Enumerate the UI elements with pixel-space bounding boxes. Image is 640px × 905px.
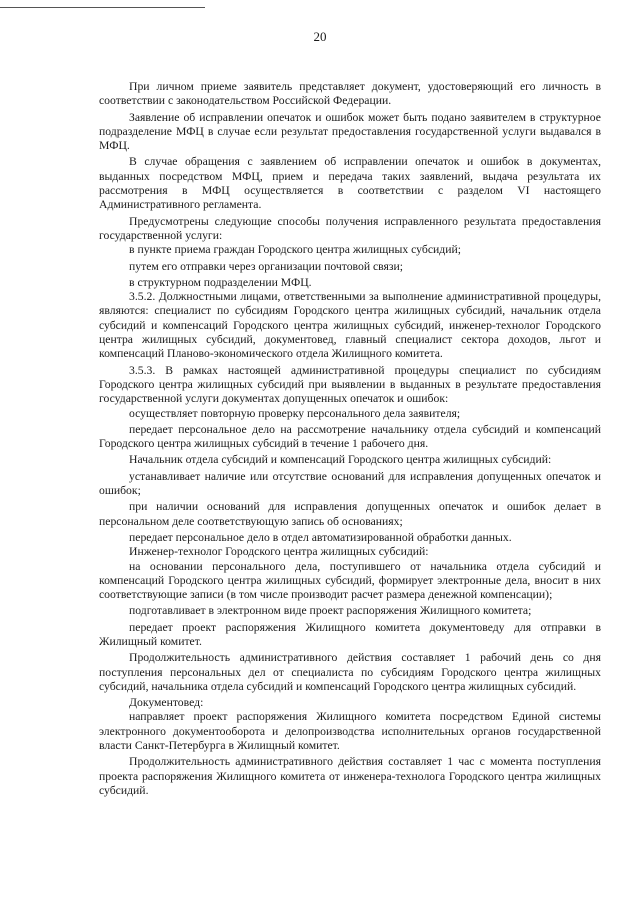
- body-paragraph: Документовед:: [129, 696, 204, 710]
- body-paragraph: на основании персонального дела, поступившего от начальника отдела субсидий и компенсаций Городского центра жилищных субсидий, формирует электронные дела, вносит в них соответствующие записи (в том числе производит расчет размера денежной компенсации);: [99, 559, 601, 602]
- body-paragraph: 3.5.2. Должностными лицами, ответственными за выполнение административной процедуры, являются: специалист по субсидиям Городского центра жилищных субсидий, начальник отдела субсидий и компенсаций Городского центра жилищных субсидий, инженер-технолог Городского центра жилищных субсидий, документовед, главный специалист сектора доходов, льгот и компенсаций Планово-экономического отдела Жилищного комитета.: [99, 290, 601, 361]
- body-paragraph: передает персональное дело на рассмотрение начальнику отдела субсидий и компенсаций Городского центра жилищных субсидий в течение 1 рабочего дня.: [99, 422, 601, 451]
- body-paragraph: устанавливает наличие или отсутствие оснований для исправления допущенных опечаток и ошибок;: [99, 469, 601, 498]
- body-paragraph: при наличии оснований для исправления допущенных опечаток и ошибок делает в персональном деле соответствующую запись об основаниях;: [99, 500, 601, 528]
- body-paragraph: в структурном подразделении МФЦ.: [129, 275, 312, 289]
- body-paragraph: передает персональное дело в отдел автоматизированной обработки данных.: [129, 530, 512, 544]
- body-paragraph: в пункте приема граждан Городского центра жилищных субсидий;: [129, 243, 461, 257]
- body-paragraph: передает проект распоряжения Жилищного комитета документоведу для отправки в Жилищный комитет.: [99, 620, 601, 648]
- body-paragraph: Продолжительность административного действия составляет 1 рабочий день со дня поступления персональных дел от специалиста по субсидиям Городского центра жилищных субсидий, начальника отдела субсидий и компенсаций Городского центра жилищных субсидий.: [99, 651, 601, 693]
- body-paragraph: направляет проект распоряжения Жилищного комитета посредством Единой системы электронного документооборота и делопроизводства исполнительных органов государственной власти Санкт-Петербурга в Жилищный комитет.: [99, 710, 601, 753]
- body-paragraph: Инженер-технолог Городского центра жилищных субсидий:: [129, 545, 429, 559]
- body-paragraph: Заявление об исправлении опечаток и ошибок может быть подано заявителем в структурное подразделение МФЦ в случае если результат предоставления государственной услуги выдавался в МФЦ.: [99, 110, 601, 153]
- body-paragraph: 3.5.3. В рамках настоящей административной процедуры специалист по субсидиям Городского центра жилищных субсидий при выявлении в выданных в результате предоставления государственной услуги документах допущенных опечаток и ошибок:: [99, 363, 601, 406]
- body-paragraph: Начальник отдела субсидий и компенсаций Городского центра жилищных субсидий:: [129, 453, 552, 467]
- body-paragraph: путем его отправки через организации почтовой связи;: [129, 259, 404, 273]
- body-paragraph: осуществляет повторную проверку персонального дела заявителя;: [129, 406, 461, 420]
- page-number: 20: [313, 29, 327, 44]
- body-paragraph: подготавливает в электронном виде проект распоряжения Жилищного комитета;: [129, 604, 532, 618]
- body-paragraph: При личном приеме заявитель представляет документ, удостоверяющий его личность в соответствии с законодательством Российской Федерации.: [99, 80, 601, 108]
- top-divider-line: [0, 7, 205, 8]
- document-body: [99, 80, 601, 798]
- body-paragraph: В случае обращения с заявлением об исправлении опечаток и ошибок в документах, выданных посредством МФЦ, прием и передача таких заявлений, выдача результата их рассмотрения в МФЦ осуществляется в соответствии с разделом VI настоящего Административного регламента.: [99, 155, 601, 212]
- body-paragraph: Продолжительность административного действия составляет 1 час с момента поступления проекта распоряжения Жилищного комитета от инженера-технолога Городского центра жилищных субсидий.: [99, 755, 601, 797]
- body-paragraph: Предусмотрены следующие способы получения исправленного результата предоставления государственной услуги:: [99, 214, 601, 242]
